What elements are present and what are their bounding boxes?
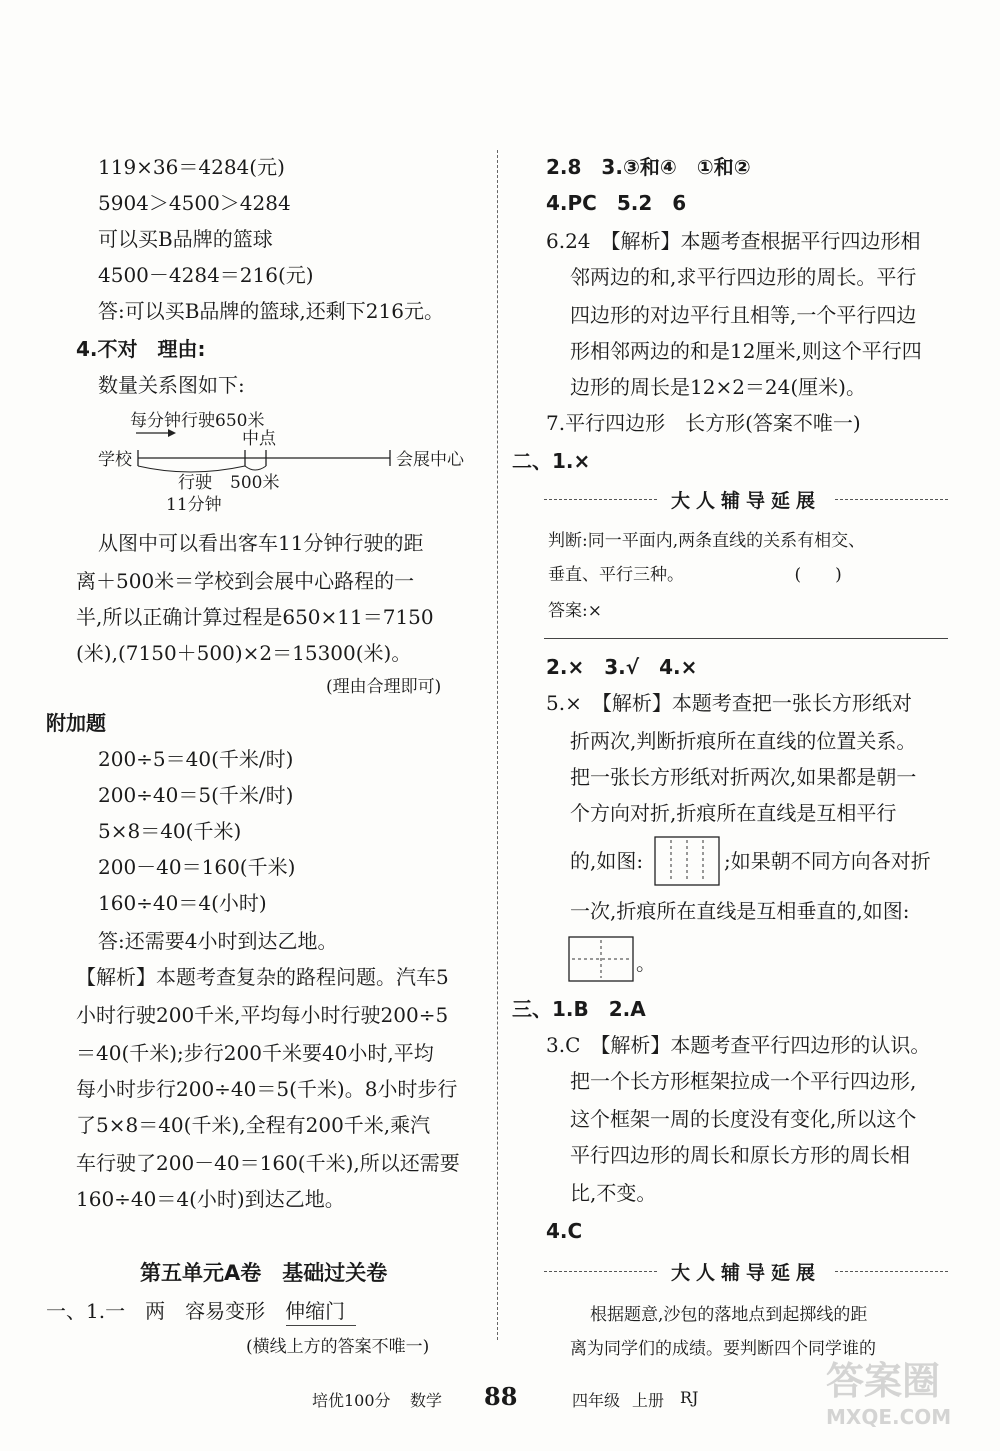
tutor-box-title: 大人辅导延展	[671, 489, 822, 512]
page-number: 88	[484, 1382, 518, 1411]
q4-heading: 4.不对 理由:	[76, 337, 206, 361]
extra-line: 200－40＝160(千米)	[98, 855, 296, 879]
q5-text: 5.× 【解析】本题考查把一张长方形纸对	[546, 691, 912, 715]
extra-answer: 答:还需要4小时到达乙地。	[98, 929, 338, 953]
midpoint-label: 中点	[242, 429, 276, 449]
extra-analysis: 160÷40＝4(小时)到达乙地。	[76, 1187, 345, 1211]
calc-line: 可以买B品牌的篮球	[98, 227, 273, 251]
q3-text: 3.C 【解析】本题考查平行四边形的认识。	[546, 1033, 931, 1057]
tutor-box-line: 判断:同一平面内,两条直线的关系有相交、	[548, 531, 866, 551]
q6-text: 形相邻两边的和是12厘米,则这个平行四	[570, 339, 922, 363]
answer-row: 4.PC 5.2 6	[546, 191, 687, 215]
tutor-box-title: 大人辅导延展	[671, 1261, 822, 1284]
extra-analysis: 【解析】本题考查复杂的路程问题。汽车5	[76, 965, 449, 989]
drive-label: 行驶	[178, 473, 212, 493]
q3-text: 比,不变。	[570, 1181, 657, 1205]
extra-analysis: 每小时步行200÷40＝5(千米)。8小时步行	[76, 1077, 458, 1101]
answer-row: 4.C	[546, 1219, 583, 1243]
q7-text: 7.平行四边形 长方形(答案不唯一)	[546, 411, 861, 435]
extra-line: 200÷5＝40(千米/时)	[98, 747, 294, 771]
footer-volume: 上册	[632, 1391, 665, 1410]
extra-line: 200÷40＝5(千米/时)	[98, 783, 294, 807]
extra-analysis: 车行驶了200－40＝160(千米),所以还需要	[76, 1151, 460, 1175]
parallel-fold-figure	[654, 836, 722, 888]
q5-text: 一次,折痕所在直线是互相垂直的,如图:	[570, 899, 910, 923]
q4-text: 从图中可以看出客车11分钟行驶的距	[98, 531, 424, 555]
quantity-diagram	[90, 406, 490, 516]
q5-text: 。	[636, 951, 656, 975]
center-label: 会展中心	[396, 450, 464, 470]
extra-analysis: ＝40(千米);步行200千米要40小时,平均	[76, 1041, 434, 1065]
calc-line: 119×36＝4284(元)	[98, 155, 285, 179]
section1-note: (横线上方的答案不唯一)	[246, 1337, 430, 1357]
section3-head: 三、1.B 2.A	[512, 997, 646, 1021]
minutes-label: 11分钟	[166, 495, 222, 515]
extra-line: 5×8＝40(千米)	[98, 819, 242, 843]
q4-sub: 数量关系图如下:	[98, 373, 245, 397]
tutor-box-line: 离为同学们的成绩。要判断四个同学谁的	[570, 1339, 876, 1359]
extra-title: 附加题	[46, 711, 106, 735]
q5-text: 个方向对折,折痕所在直线是互相平行	[570, 801, 897, 825]
extra-analysis: 小时行驶200千米,平均每小时行驶200÷5	[76, 1003, 449, 1027]
extra-analysis: 了5×8＝40(千米),全程有200千米,乘汽	[76, 1113, 431, 1137]
footer-subject: 数学	[410, 1391, 443, 1410]
q4-note: (理由合理即可)	[326, 677, 442, 697]
school-label: 学校	[98, 450, 132, 470]
tutor-box-header	[544, 1256, 948, 1286]
section2-head: 二、1.×	[512, 449, 591, 473]
tutor-box-header	[544, 484, 948, 514]
tutor-box-line: 垂直、平行三种。 ( )	[548, 565, 842, 585]
watermark-url: MXQE.COM	[826, 1405, 952, 1429]
unit-title: 第五单元A卷 基础过关卷	[140, 1261, 388, 1285]
footer-grade: 四年级	[572, 1391, 621, 1410]
q4-text: 离＋500米＝学校到会展中心路程的一	[76, 569, 415, 593]
q6-text: 四边形的对边平行且相等,一个平行四边	[570, 303, 917, 327]
extra-line: 160÷40＝4(小时)	[98, 891, 267, 915]
q4-text: 半,所以正确计算过程是650×11＝7150	[76, 605, 434, 629]
underline	[286, 1325, 356, 1326]
q5-text: 的,如图:	[570, 849, 644, 873]
footer-brand: 培优100分	[312, 1391, 391, 1410]
answer-row: 2.8 3.③和④ ①和②	[546, 155, 751, 179]
section1-line: 一、1.一 两 容易变形 伸缩门	[46, 1299, 346, 1323]
q6-text: 邻两边的和,求平行四边形的周长。平行	[570, 265, 917, 289]
calc-line: 4500－4284＝216(元)	[98, 263, 314, 287]
footer-edition: RJ	[680, 1388, 699, 1407]
tutor-box-bottom	[544, 638, 948, 639]
q5-text: 把一张长方形纸对折两次,如果都是朝一	[570, 765, 917, 789]
perpendicular-fold-figure	[568, 936, 636, 984]
tutor-box-line: 答案:×	[548, 601, 602, 621]
q3-text: 这个框架一周的长度没有变化,所以这个	[570, 1107, 917, 1131]
answer-line: 答:可以买B品牌的篮球,还剩下216元。	[98, 299, 444, 323]
q6-text: 边形的周长是12×2＝24(厘米)。	[570, 375, 866, 399]
distance-label: 500米	[230, 473, 280, 493]
watermark-text: 答案圈	[826, 1359, 941, 1403]
column-divider	[497, 150, 498, 1340]
watermark-logo	[826, 1350, 976, 1440]
answer-row: 2.× 3.√ 4.×	[546, 655, 698, 679]
calc-line: 5904＞4500＞4284	[98, 191, 291, 215]
speed-label: 每分钟行驶650米	[130, 411, 265, 431]
q3-text: 平行四边形的周长和原长方形的周长相	[570, 1143, 910, 1167]
tutor-box-line: 根据题意,沙包的落地点到起掷线的距	[590, 1305, 868, 1325]
q3-text: 把一个长方形框架拉成一个平行四边形,	[570, 1069, 917, 1093]
q5-text: 折两次,判断折痕所在直线的位置关系。	[570, 729, 917, 753]
q6-text: 6.24 【解析】本题考查根据平行四边形相	[546, 229, 921, 253]
q4-text: (米),(7150＋500)×2＝15300(米)。	[76, 641, 412, 665]
q5-text: ;如果朝不同方向各对折	[724, 849, 931, 873]
